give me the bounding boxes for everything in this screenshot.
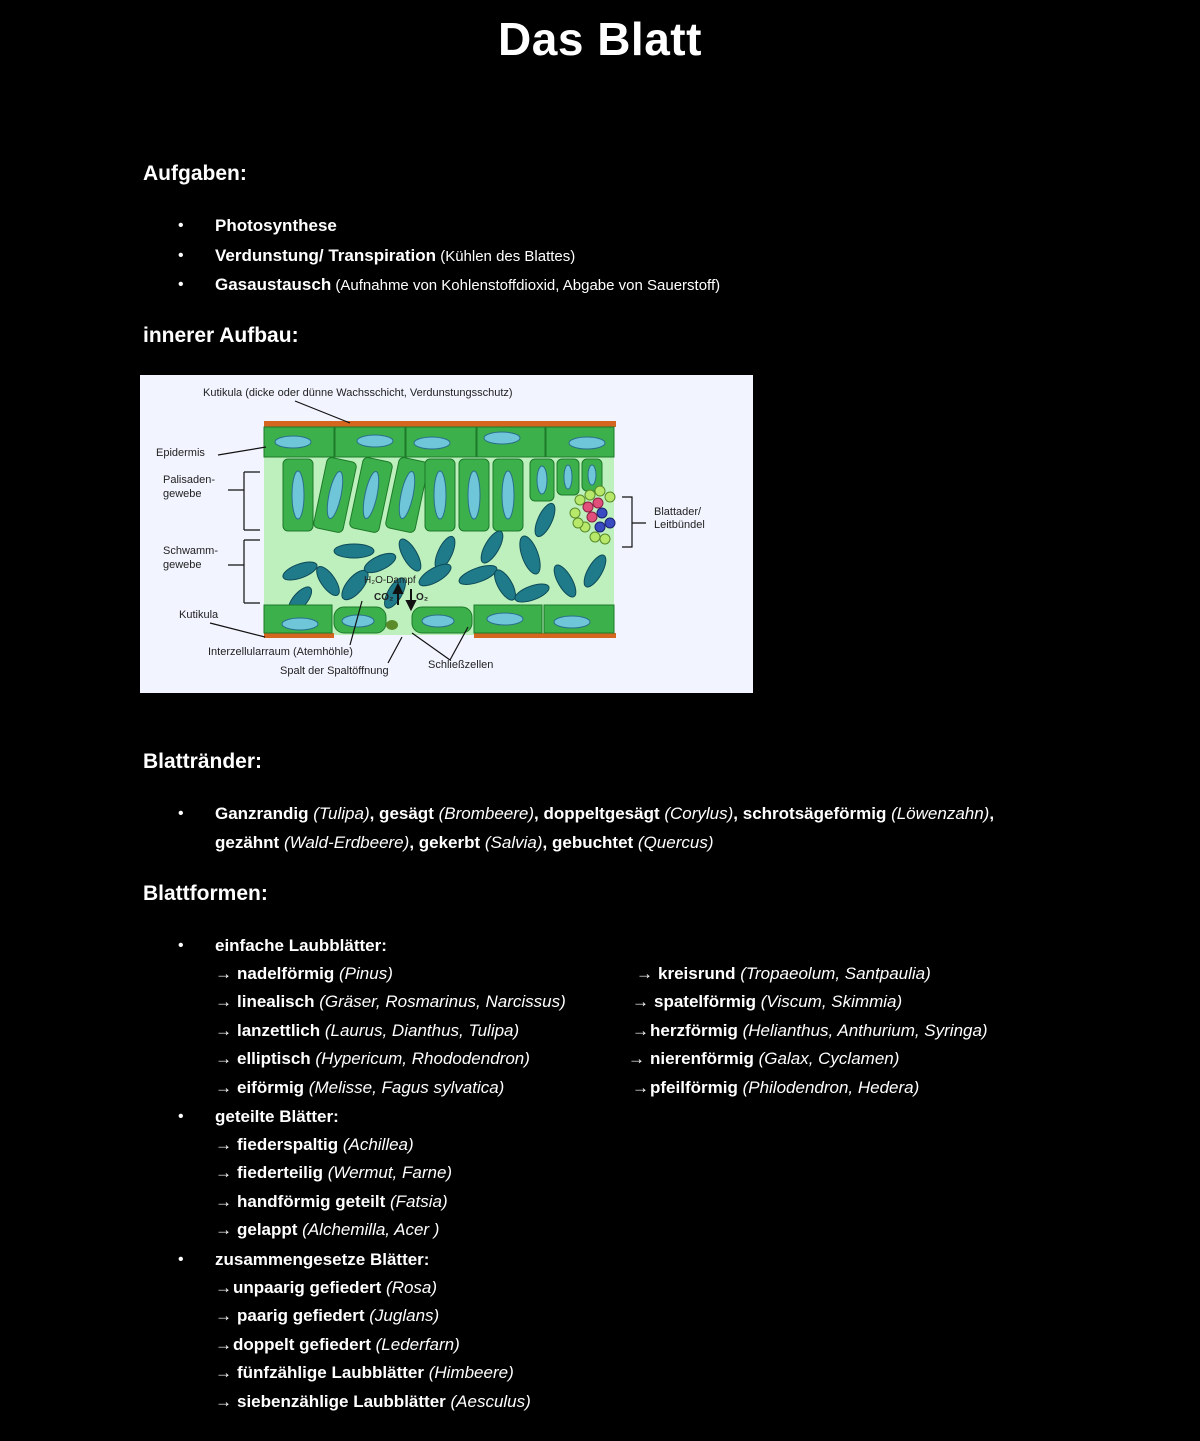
leaf-form-item (215, 1045, 530, 1073)
label-h2o-dampf: H₂O-Dampf (364, 575, 416, 586)
label-schliesszellen: Schließzellen (428, 659, 494, 671)
label-schwamm-2: gewebe (163, 559, 202, 571)
aufgaben-item-term: Gasaustausch (215, 275, 332, 294)
arrow-icon: → (632, 992, 649, 1012)
leaf-form-name: elliptisch (237, 1049, 311, 1069)
arrow-icon: → (215, 1334, 232, 1354)
blattraender-line-2 (215, 829, 714, 857)
label-kutikula-top: Kutikula (dicke oder dünne Wachsschicht, Verdunstungsschutz) (203, 387, 513, 399)
leaf-form-item (215, 1159, 452, 1187)
aufgaben-item-detail: (Aufnahme von Kohlenstoffdioxid, Abgabe von Sauerstoff) (331, 277, 721, 294)
group-label: geteilte Blätter: (215, 1107, 339, 1126)
label-palisaden-1: Palisaden- (163, 474, 215, 486)
arrow-icon: → (215, 1077, 232, 1097)
example: (Tulipa) (308, 804, 370, 823)
example: (Quercus) (633, 833, 714, 852)
leaf-form-example: (Tropaeolum, Santpaulia) (735, 964, 931, 983)
leaf-form-name: spatelförmig (654, 992, 757, 1012)
leaf-form-item (215, 1188, 448, 1216)
leaf-form-name: herzförmig (650, 1020, 738, 1040)
leaf-form-item (632, 988, 902, 1016)
arrow-icon: → (215, 1278, 232, 1297)
term: , (989, 804, 995, 823)
arrow-icon: → (215, 1363, 232, 1383)
aufgaben-item-text (215, 212, 337, 240)
leaf-form-name: gelappt (237, 1220, 298, 1240)
leaf-form-example: (Gräser, Rosmarinus, Narcissus) (314, 992, 566, 1012)
example: (Corylus) (659, 804, 734, 823)
leaf-form-item (215, 1216, 439, 1244)
arrow-icon: → (215, 1163, 232, 1183)
leaf-form-name: fünfzählige Laubblätter (237, 1363, 424, 1383)
blattraender-line-1 (215, 800, 994, 828)
bullet-icon: • (178, 1251, 184, 1268)
leaf-cross-section-diagram (140, 375, 753, 693)
leaf-form-item (215, 1017, 519, 1045)
term: , gekerbt (409, 833, 481, 852)
leaf-form-example: (Helianthus, Anthurium, Syringa) (737, 1020, 988, 1040)
example: (Brombeere) (433, 804, 534, 823)
bullet-icon: • (178, 247, 184, 264)
leaf-form-example: (Galax, Cyclamen) (753, 1049, 900, 1069)
heading-innerer-aufbau: innerer Aufbau: (143, 324, 299, 347)
arrow-icon: → (215, 1391, 232, 1411)
label-co2: CO₂ (374, 592, 394, 603)
heading-blattraender: Blattränder: (143, 750, 263, 773)
example: (Löwenzahn) (886, 804, 990, 823)
leaf-form-example: (Hypericum, Rhododendron) (310, 1049, 530, 1069)
arrow-icon: → (215, 1306, 232, 1326)
leaf-form-item (632, 1017, 988, 1045)
leaf-form-item (215, 1274, 437, 1302)
cuticle-bottom-left (264, 633, 334, 638)
term: , doppeltgesägt (534, 804, 660, 823)
leaf-form-example: (Fatsia) (385, 1191, 448, 1211)
bullet-icon: • (178, 937, 184, 954)
leaf-form-name: eiförmig (237, 1077, 305, 1097)
label-blattader-1: Blattader/ (654, 506, 702, 518)
leaf-form-example: (Achillea) (338, 1135, 414, 1154)
leaf-form-name: kreisrund (658, 964, 736, 983)
leaf-form-name: pfeilförmig (650, 1077, 738, 1097)
bullet-icon: • (178, 805, 184, 822)
leaf-form-example: (Pinus) (334, 964, 393, 983)
cuticle-bottom-right (474, 633, 616, 638)
term: , gesägt (369, 804, 434, 823)
group-label: zusammengesetze Blätter: (215, 1250, 430, 1269)
leaf-form-name: handförmig geteilt (237, 1191, 386, 1211)
label-kutikula-bottom: Kutikula (179, 609, 219, 621)
leaf-form-item (215, 1302, 439, 1330)
aufgaben-item-text (215, 271, 720, 300)
leaf-form-name: unpaarig gefiedert (233, 1278, 382, 1297)
leaf-form-item (632, 1074, 919, 1102)
aufgaben-item-term: Photosynthese (215, 216, 337, 235)
leaf-form-name: nadelförmig (237, 964, 335, 983)
leaf-form-item (215, 960, 393, 988)
term: , gebuchtet (542, 833, 634, 852)
label-schwamm-1: Schwamm- (163, 545, 219, 557)
leaf-form-name: siebenzählige Laubblätter (237, 1391, 446, 1411)
upper-epidermis (264, 427, 614, 457)
aufgaben-item-text (215, 242, 575, 271)
leaf-form-name: fiederspaltig (237, 1135, 339, 1154)
arrow-icon: → (215, 1135, 232, 1154)
leaf-form-example: (Melisse, Fagus sylvatica) (304, 1077, 505, 1097)
leaf-form-name: paarig gefiedert (237, 1306, 365, 1326)
label-palisaden-2: gewebe (163, 488, 202, 500)
leaf-form-name: doppelt gefiedert (233, 1334, 371, 1354)
cuticle-top (264, 421, 616, 427)
bullet-icon: • (178, 1108, 184, 1125)
bullet-icon: • (178, 276, 184, 293)
leaf-form-name: nierenförmig (650, 1049, 754, 1069)
leaf-form-name: lanzettlich (237, 1020, 321, 1040)
arrow-icon: → (632, 1020, 649, 1040)
leaf-form-name: fiederteilig (237, 1163, 323, 1183)
leaf-form-example: (Rosa) (381, 1278, 438, 1297)
arrow-icon: → (215, 1049, 232, 1069)
leaf-form-item (628, 1045, 899, 1073)
arrow-icon: → (632, 1077, 649, 1097)
term: , schrotsägeförmig (733, 804, 887, 823)
heading-blattformen: Blattformen: (143, 882, 268, 905)
aufgaben-item-term: Verdunstung/ Transpiration (215, 246, 437, 265)
lower-epidermis (264, 605, 614, 633)
leaf-form-example: (Laurus, Dianthus, Tulipa) (320, 1020, 520, 1040)
leaf-form-example: (Alchemilla, Acer ) (297, 1220, 440, 1240)
term: Ganzrandig (215, 804, 309, 823)
label-epidermis: Epidermis (156, 447, 205, 459)
leaf-form-item (215, 1331, 460, 1359)
leaf-form-item (215, 1359, 514, 1387)
leaf-form-example: (Lederfarn) (370, 1334, 460, 1354)
leaf-form-item (636, 960, 931, 988)
arrow-icon: → (215, 992, 232, 1012)
aufgaben-item-detail: (Kühlen des Blattes) (436, 248, 576, 265)
leaf-form-item (215, 1074, 504, 1102)
group-label: einfache Laubblätter: (215, 936, 387, 955)
leaf-form-example: (Wermut, Farne) (322, 1163, 453, 1183)
label-interzellularraum: Interzellularraum (Atemhöhle) (208, 646, 353, 658)
example: (Wald-Erdbeere) (279, 833, 410, 852)
label-spalt: Spalt der Spaltöffnung (280, 665, 389, 677)
term: gezähnt (215, 833, 280, 852)
leaf-form-example: (Himbeere) (424, 1363, 514, 1383)
leaf-form-item (215, 1388, 531, 1416)
arrow-icon: → (215, 1020, 232, 1040)
leaf-form-name: linealisch (237, 992, 315, 1012)
leaf-form-item (215, 988, 566, 1016)
label-blattader-2: Leitbündel (654, 519, 705, 531)
leaf-form-item (215, 1131, 414, 1159)
arrow-icon: → (215, 964, 232, 983)
example: (Salvia) (480, 833, 543, 852)
label-o2: O₂ (416, 592, 429, 603)
leaf-form-example: (Juglans) (364, 1306, 440, 1326)
heading-aufgaben: Aufgaben: (143, 162, 247, 185)
arrow-icon: → (215, 1191, 232, 1211)
page-title: Das Blatt (498, 13, 702, 65)
arrow-icon: → (628, 1049, 645, 1069)
arrow-icon: → (636, 964, 653, 983)
arrow-icon: → (215, 1220, 232, 1240)
leaf-form-example: (Viscum, Skimmia) (756, 992, 903, 1012)
bullet-icon: • (178, 217, 184, 234)
leaf-form-example: (Philodendron, Hedera) (737, 1077, 920, 1097)
leaf-form-example: (Aesculus) (445, 1391, 531, 1411)
